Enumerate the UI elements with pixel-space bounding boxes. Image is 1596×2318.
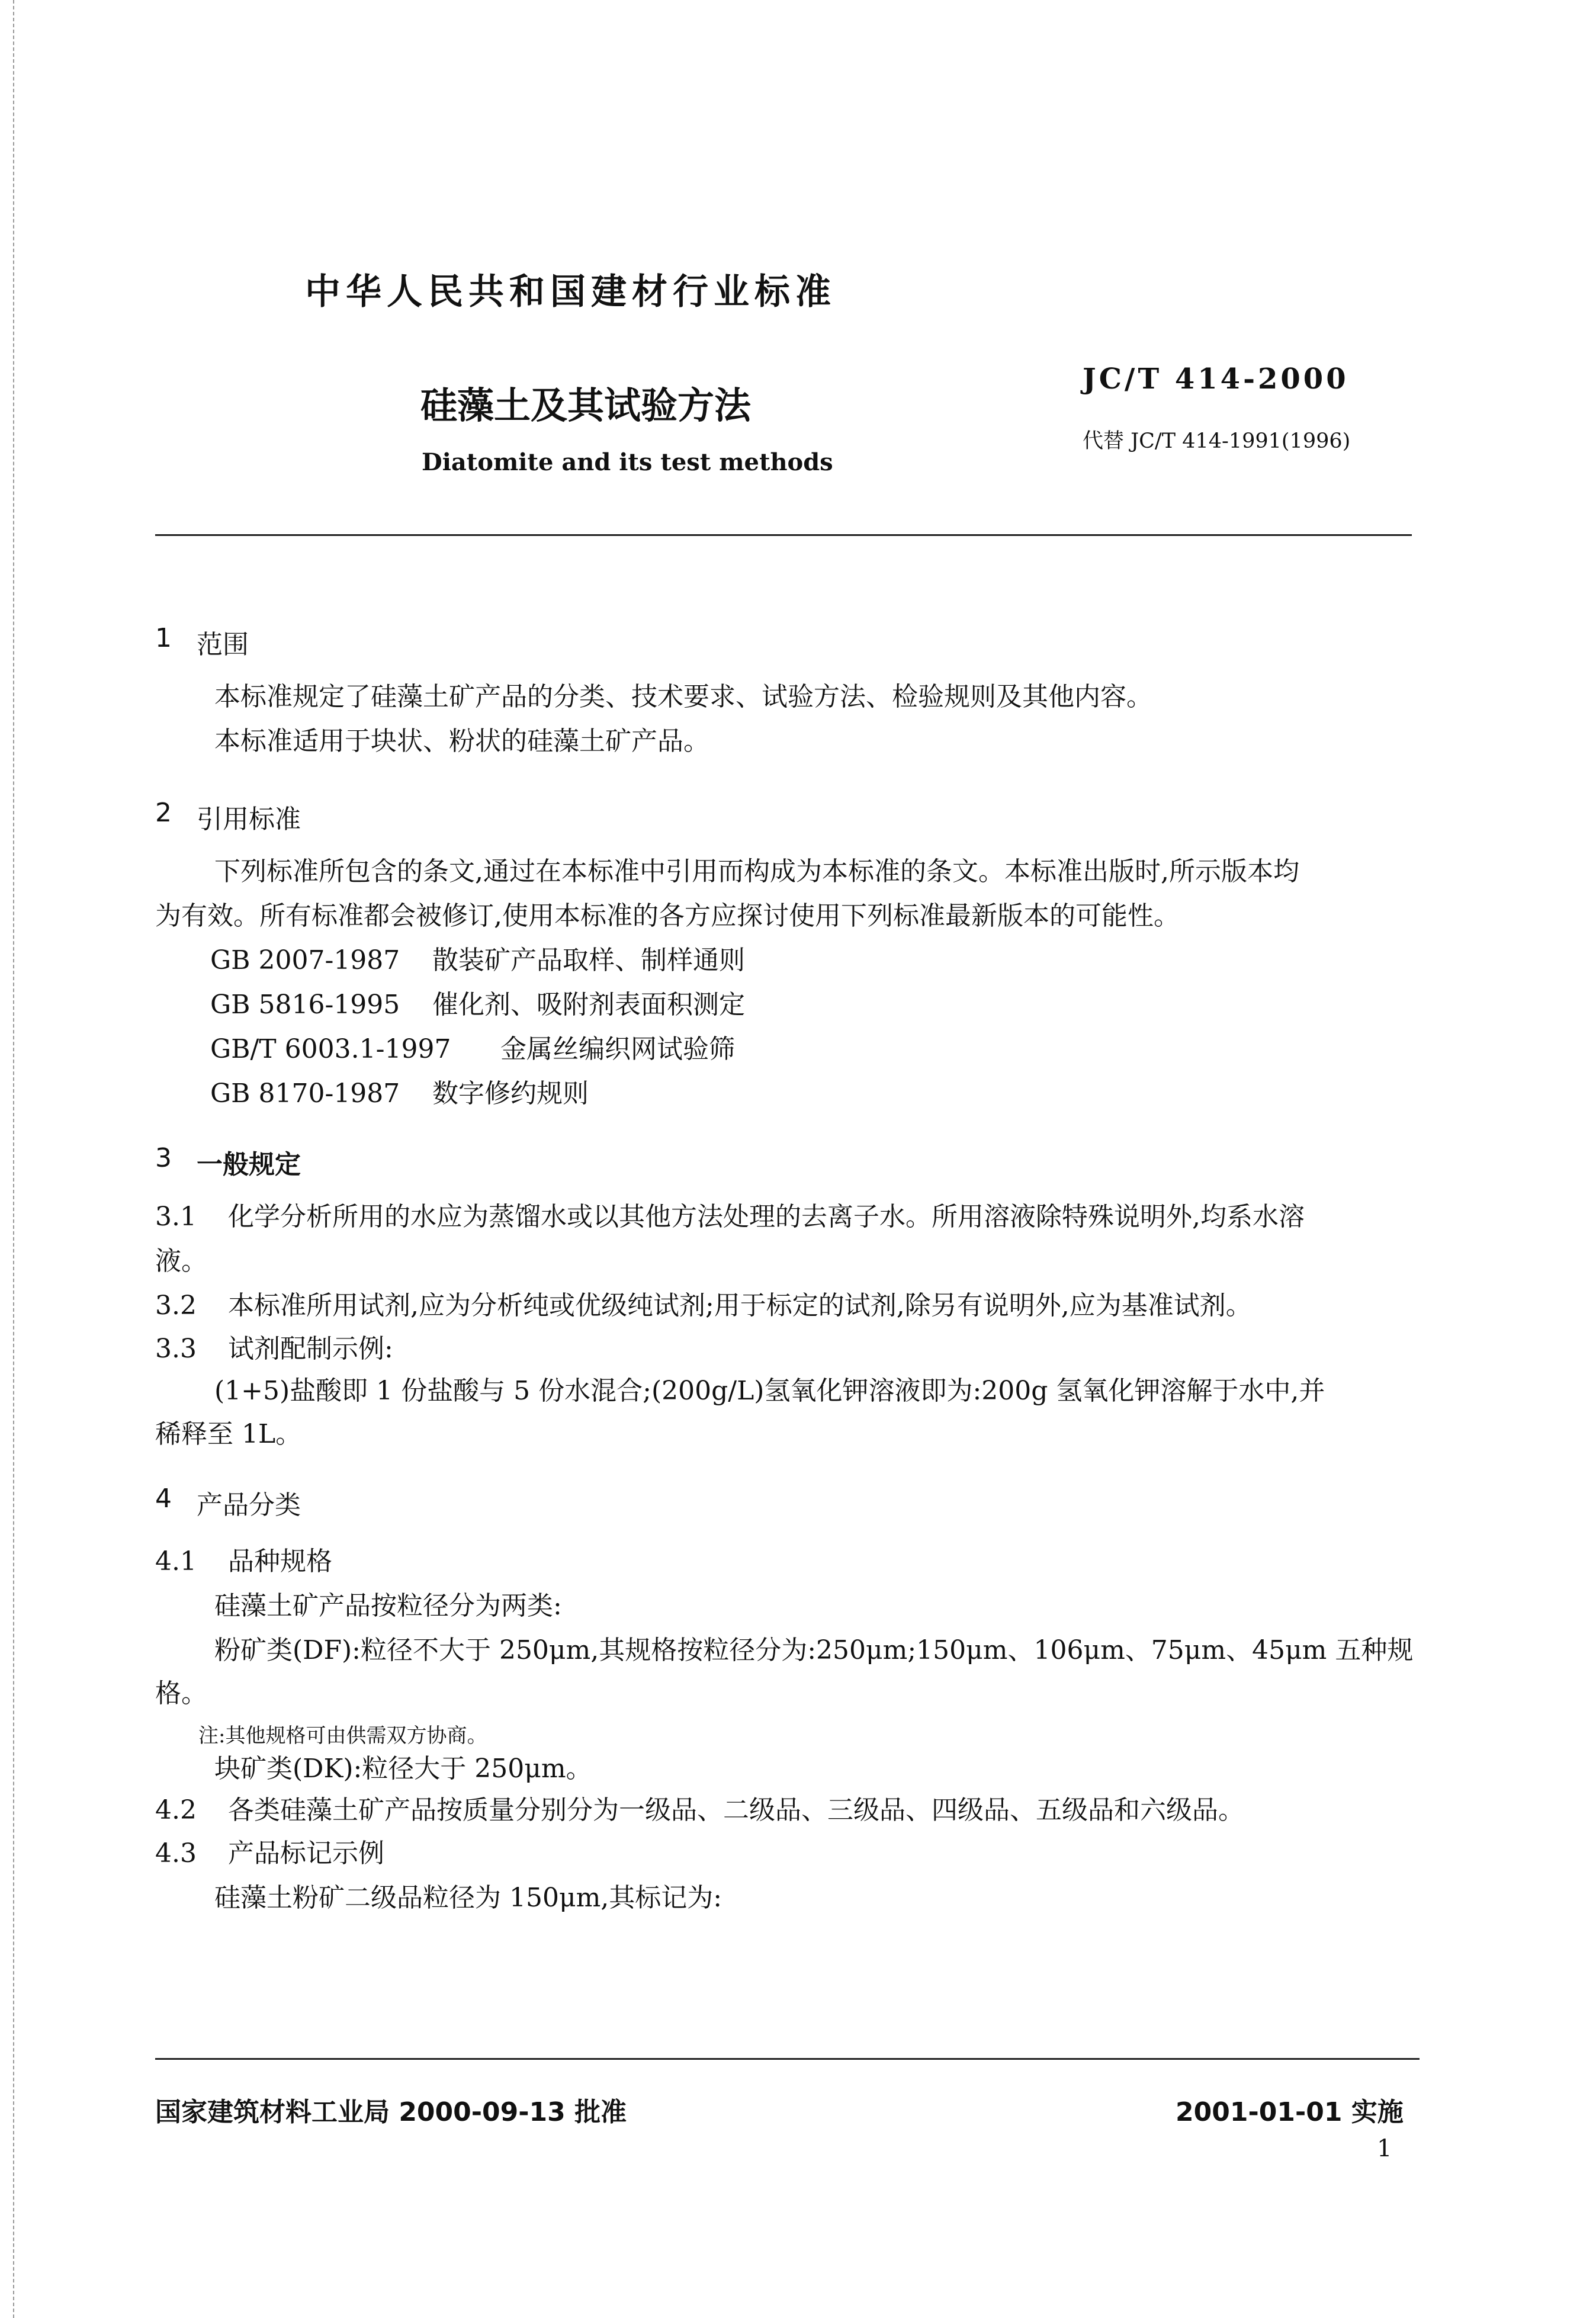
clause-4-1-title: 品种规格 <box>228 1546 332 1577</box>
clause-3-3-number: 3.3 <box>155 1334 197 1364</box>
clause-3-1-number: 3.1 <box>155 1202 197 1232</box>
reference-name: 金属丝编织网试验筛 <box>500 1034 735 1064</box>
document-title-cn: 硅藻土及其试验方法 <box>420 384 752 427</box>
reference-code: GB 5816-1995 <box>210 990 400 1020</box>
reference-name: 数字修约规则 <box>432 1078 589 1109</box>
clause-3-1-text-line-2: 液。 <box>155 1246 207 1276</box>
clause-4-3-line-1: 硅藻土粉矿二级品粒径为 150μm,其标记为: <box>214 1883 722 1913</box>
clause-3-3-example-line-2: 稀释至 1L。 <box>155 1419 302 1449</box>
reference-name: 催化剂、吸附剂表面积测定 <box>432 990 745 1020</box>
clause-4-2-text: 各类硅藻土矿产品按质量分别分为一级品、二级品、三级品、四级品、五级品和六级品。 <box>228 1795 1244 1825</box>
section-2-paragraph-line-1: 下列标准所包含的条文,通过在本标准中引用而构成为本标准的条文。本标准出版时,所示版本均 <box>214 856 1299 887</box>
clause-4-1-line-4: 块矿类(DK):粒径大于 250μm。 <box>214 1754 592 1784</box>
footer-rule <box>155 2058 1420 2060</box>
header-rule <box>155 534 1412 536</box>
reference-name: 散装矿产品取样、制样通则 <box>432 945 745 975</box>
reference-code: GB 8170-1987 <box>210 1078 400 1109</box>
section-2-paragraph-line-2: 为有效。所有标准都会被修订,使用本标准的各方应探讨使用下列标准最新版本的可能性。 <box>155 901 1180 931</box>
section-1-number: 1 <box>155 623 172 653</box>
clause-4-1-number: 4.1 <box>155 1546 197 1577</box>
clause-4-1-line-1: 硅藻土矿产品按粒径分为两类: <box>214 1591 562 1621</box>
clause-4-1-note: 注:其他规格可由供需双方协商。 <box>198 1724 487 1748</box>
clause-4-1-line-3: 格。 <box>155 1678 207 1709</box>
section-3-number: 3 <box>155 1143 172 1173</box>
scan-edge <box>13 0 14 2318</box>
clause-3-2-text: 本标准所用试剂,应为分析纯或优级纯试剂;用于标定的试剂,除另有说明外,应为基准试剂。 <box>228 1290 1252 1321</box>
document-title-en: Diatomite and its test methods <box>422 448 833 476</box>
section-4-number: 4 <box>155 1484 172 1514</box>
effective-date: 2001-01-01 实施 <box>1176 2097 1404 2127</box>
section-2-title: 引用标准 <box>197 804 301 834</box>
standard-code: JC/T 414-2000 <box>1083 362 1349 396</box>
clause-4-1-line-2: 粉矿类(DF):粒径不大于 250μm,其规格按粒径分为:250μm;150μm、106μm、75μm、45μm 五种规 <box>214 1635 1414 1665</box>
clause-3-1-text-line-1: 化学分析所用的水应为蒸馏水或以其他方法处理的去离子水。所用溶液除特殊说明外,均系水溶 <box>228 1202 1305 1232</box>
approval-line: 国家建筑材料工业局 2000-09-13 批准 <box>155 2097 627 2127</box>
clause-3-2-number: 3.2 <box>155 1290 197 1321</box>
reference-code: GB/T 6003.1-1997 <box>210 1034 451 1064</box>
section-4-title: 产品分类 <box>197 1490 301 1520</box>
clause-3-3-text: 试剂配制示例: <box>228 1334 393 1364</box>
clause-4-2-number: 4.2 <box>155 1795 197 1825</box>
clause-3-3-example-line-1: (1+5)盐酸即 1 份盐酸与 5 份水混合;(200g/L)氢氧化钾溶液即为:200g 氢氧化钾溶解于水中,并 <box>214 1376 1325 1406</box>
section-3-title: 一般规定 <box>197 1150 301 1180</box>
replaces-standard: 代替 JC/T 414-1991(1996) <box>1083 429 1351 453</box>
page-number: 1 <box>1377 2135 1392 2162</box>
section-1-paragraph-1: 本标准规定了硅藻土矿产品的分类、技术要求、试验方法、检验规则及其他内容。 <box>214 682 1152 712</box>
clause-4-3-number: 4.3 <box>155 1838 197 1868</box>
reference-code: GB 2007-1987 <box>210 945 400 975</box>
industry-standard-title: 中华人民共和国建材行业标准 <box>305 271 836 313</box>
section-1-paragraph-2: 本标准适用于块状、粉状的硅藻土矿产品。 <box>214 726 709 756</box>
section-2-number: 2 <box>155 798 172 828</box>
clause-4-3-title: 产品标记示例 <box>228 1838 384 1868</box>
section-1-title: 范围 <box>197 630 249 660</box>
